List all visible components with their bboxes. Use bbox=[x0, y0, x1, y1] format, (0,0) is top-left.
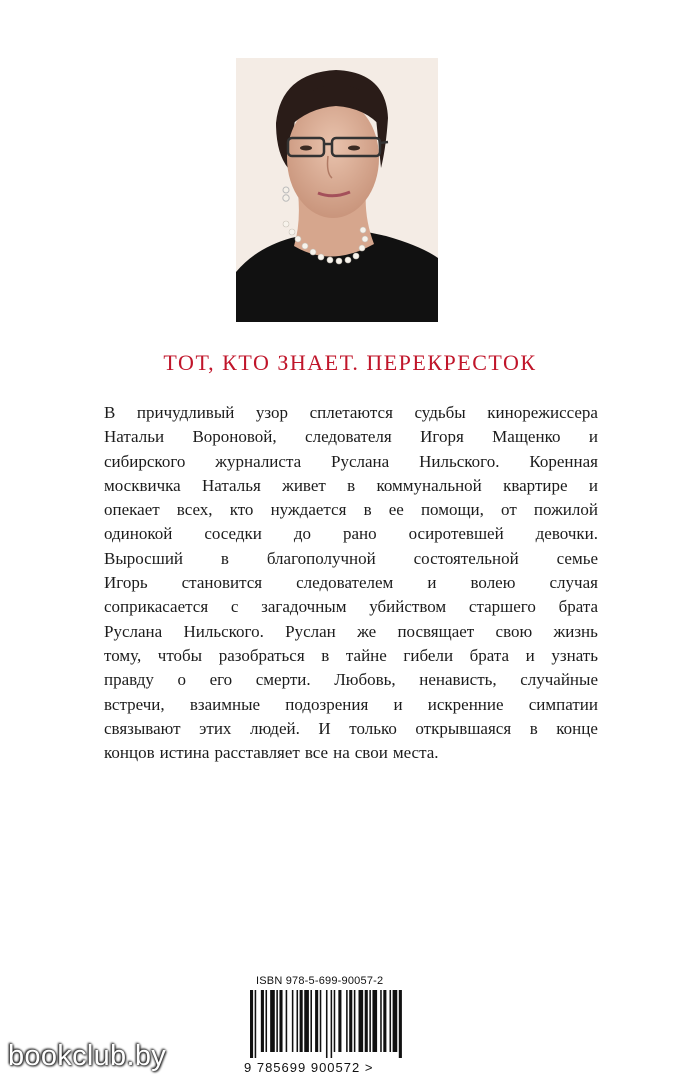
annotation-word: тайне bbox=[345, 645, 387, 665]
annotation-word: ненависть, bbox=[419, 670, 497, 690]
annotation-word: судьбы bbox=[414, 403, 466, 422]
barcode-bar bbox=[372, 990, 377, 1052]
annotation-word: посвящает bbox=[397, 621, 475, 641]
annotation-word: Нильского. bbox=[419, 451, 500, 471]
barcode-bar bbox=[393, 990, 398, 1052]
barcode-bar bbox=[369, 990, 371, 1052]
annotation-word: кинорежиссера bbox=[487, 403, 598, 422]
annotation-word: встречи, bbox=[104, 694, 165, 714]
annotation-line bbox=[104, 693, 598, 717]
annotation-line bbox=[104, 620, 598, 644]
annotation-word: смерти. bbox=[255, 670, 311, 690]
annotation-word: Руслана bbox=[331, 451, 390, 471]
author-portrait-image bbox=[236, 58, 438, 322]
annotation-word: места. bbox=[392, 743, 439, 763]
annotation-word: от bbox=[501, 500, 517, 520]
annotation-line bbox=[104, 474, 598, 498]
annotation-line bbox=[104, 668, 598, 692]
annotation-word: В bbox=[104, 403, 116, 422]
annotation-word: Натальи bbox=[104, 427, 165, 447]
barcode-bar bbox=[255, 990, 257, 1058]
annotation-word: становится bbox=[181, 573, 263, 593]
annotation-word: случая bbox=[549, 573, 598, 593]
annotation-word: Любовь, bbox=[334, 670, 396, 690]
barcode-bar bbox=[359, 990, 364, 1052]
annotation-word: москвичка bbox=[104, 475, 181, 495]
annotation-word: опекает bbox=[104, 500, 160, 520]
barcode-bar bbox=[346, 990, 348, 1052]
annotation-word: причудливый bbox=[136, 403, 235, 422]
annotation-line bbox=[104, 595, 598, 619]
annotation-word: Нильского. bbox=[183, 621, 264, 641]
barcode-digits: 9 785699 900572 > bbox=[244, 1060, 374, 1075]
barcode-bar bbox=[399, 990, 402, 1058]
annotation-word: благополучной bbox=[266, 548, 376, 568]
annotation-word: брата bbox=[469, 645, 510, 665]
annotation-word: живет bbox=[282, 475, 326, 495]
annotation-word: узор bbox=[255, 403, 289, 422]
annotation-word: старшего bbox=[468, 597, 536, 617]
book-annotation bbox=[104, 401, 598, 765]
annotation-word: все bbox=[304, 743, 329, 763]
annotation-word: открывшаяся bbox=[415, 718, 512, 738]
annotation-word: Руслан bbox=[285, 621, 336, 641]
annotation-word: подозрения bbox=[285, 694, 369, 714]
annotation-word: кто bbox=[229, 500, 254, 520]
annotation-line bbox=[104, 425, 598, 449]
annotation-word: до bbox=[293, 524, 312, 544]
annotation-word: семье bbox=[556, 548, 598, 568]
annotation-line bbox=[104, 450, 598, 474]
barcode-bar bbox=[326, 990, 328, 1058]
barcode-bar bbox=[250, 990, 253, 1058]
annotation-word: Коренная bbox=[529, 451, 598, 471]
annotation-word: следователя bbox=[305, 427, 392, 447]
annotation-word: состоятельной bbox=[413, 548, 519, 568]
annotation-word: его bbox=[209, 670, 233, 690]
annotation-word: волею bbox=[470, 573, 516, 593]
annotation-word: Игоря bbox=[420, 427, 464, 447]
isbn-text: ISBN 978-5-699-90057-2 bbox=[256, 975, 384, 987]
annotation-word: девочки. bbox=[535, 524, 598, 544]
barcode-bar bbox=[286, 990, 288, 1052]
annotation-line bbox=[104, 522, 598, 546]
barcode-bar bbox=[383, 990, 386, 1052]
annotation-line bbox=[104, 644, 598, 668]
annotation-line bbox=[104, 498, 598, 522]
barcode-bar bbox=[304, 990, 309, 1052]
annotation-word: Мащенко bbox=[492, 427, 561, 447]
annotation-word: соприкасается bbox=[104, 597, 209, 617]
annotation-word: загадочным bbox=[261, 597, 347, 617]
annotation-word: осиротевшей bbox=[408, 524, 504, 544]
annotation-word: свои bbox=[354, 743, 388, 763]
annotation-word: о bbox=[177, 670, 186, 690]
barcode-bar bbox=[276, 990, 278, 1052]
annotation-word: связывают bbox=[104, 718, 181, 738]
annotation-word: И bbox=[318, 718, 331, 738]
annotation-word: с bbox=[230, 597, 239, 617]
annotation-word: нуждается bbox=[270, 500, 347, 520]
annotation-word: Вороновой, bbox=[192, 427, 277, 447]
annotation-word: в bbox=[347, 475, 356, 495]
annotation-word: случайные bbox=[520, 670, 598, 690]
annotation-word: узнать bbox=[551, 645, 598, 665]
annotation-word: и bbox=[525, 645, 535, 665]
annotation-word: Руслана bbox=[104, 621, 163, 641]
annotation-word: в bbox=[529, 718, 538, 738]
barcode-bar bbox=[300, 990, 303, 1052]
barcode-bar bbox=[354, 990, 356, 1052]
annotation-word: Выросший bbox=[104, 548, 184, 568]
annotation-word: соседки bbox=[204, 524, 262, 544]
annotation-word: квартире bbox=[503, 475, 568, 495]
annotation-word: брата bbox=[558, 597, 598, 617]
barcode-bar bbox=[334, 990, 336, 1052]
barcode-bar bbox=[365, 990, 368, 1052]
book-title: ТОТ, КТО ЗНАЕТ. ПЕРЕКРЕСТОК bbox=[163, 350, 537, 375]
annotation-word: следователем bbox=[296, 573, 394, 593]
annotation-word: сплетаются bbox=[309, 403, 393, 422]
barcode-bar bbox=[320, 990, 322, 1052]
annotation-word: ее bbox=[388, 500, 404, 520]
annotation-word: Наталья bbox=[202, 475, 261, 495]
annotation-word: расставляет bbox=[214, 743, 300, 763]
annotation-word: свою bbox=[495, 621, 533, 641]
annotation-word: одинокой bbox=[104, 524, 173, 544]
author-photo bbox=[236, 58, 438, 322]
barcode-bar bbox=[338, 990, 341, 1052]
annotation-word: в bbox=[321, 645, 330, 665]
annotation-word: жизнь bbox=[553, 621, 598, 641]
barcode-bar bbox=[266, 990, 268, 1052]
annotation-word: истина bbox=[159, 743, 210, 763]
annotation-word: гибели bbox=[403, 645, 454, 665]
annotation-word: пожилой bbox=[533, 500, 598, 520]
annotation-word: и bbox=[393, 694, 403, 714]
annotation-word: в bbox=[220, 548, 229, 568]
barcode-bar bbox=[331, 990, 333, 1058]
barcode-bar bbox=[292, 990, 294, 1052]
annotation-word: этих bbox=[199, 718, 232, 738]
annotation-word: и bbox=[588, 427, 598, 447]
annotation-word: концов bbox=[104, 743, 155, 763]
barcode-bar bbox=[261, 990, 264, 1052]
annotation-line bbox=[104, 717, 598, 741]
annotation-word: помощи, bbox=[420, 500, 484, 520]
annotation-line bbox=[104, 741, 598, 765]
annotation-word: сибирского bbox=[104, 451, 186, 471]
annotation-word: симпатии bbox=[528, 694, 598, 714]
annotation-word: журналиста bbox=[215, 451, 302, 471]
barcode-bar bbox=[270, 990, 275, 1052]
annotation-word: чтобы bbox=[157, 645, 203, 665]
annotation-line bbox=[104, 401, 598, 425]
barcode-bar bbox=[315, 990, 318, 1052]
annotation-word: искренние bbox=[427, 694, 504, 714]
annotation-word: конце bbox=[556, 718, 598, 738]
annotation-word: всех, bbox=[176, 500, 213, 520]
barcode-bar bbox=[390, 990, 392, 1052]
annotation-word: людей. bbox=[249, 718, 300, 738]
barcode-bar bbox=[349, 990, 352, 1052]
barcode-bar bbox=[279, 990, 282, 1052]
annotation-word: тому, bbox=[104, 645, 142, 665]
annotation-word: Игорь bbox=[104, 573, 148, 593]
barcode-bar bbox=[380, 990, 382, 1052]
annotation-line bbox=[104, 547, 598, 571]
annotation-word: и bbox=[427, 573, 437, 593]
barcode-image bbox=[244, 990, 456, 1058]
annotation-word: и bbox=[588, 475, 598, 495]
barcode-bar bbox=[310, 990, 312, 1052]
annotation-word: рано bbox=[342, 524, 377, 544]
annotation-word: убийством bbox=[369, 597, 447, 617]
annotation-word: в bbox=[363, 500, 372, 520]
annotation-word: взаимные bbox=[189, 694, 261, 714]
watermark: bookclub.by bbox=[8, 1040, 167, 1072]
annotation-word: правду bbox=[104, 670, 154, 690]
annotation-word: коммунальной bbox=[376, 475, 482, 495]
barcode-bar bbox=[297, 990, 299, 1052]
annotation-word: только bbox=[349, 718, 397, 738]
annotation-word: на bbox=[333, 743, 350, 763]
annotation-word: разобраться bbox=[218, 645, 305, 665]
annotation-line bbox=[104, 571, 598, 595]
annotation-word: же bbox=[357, 621, 377, 641]
